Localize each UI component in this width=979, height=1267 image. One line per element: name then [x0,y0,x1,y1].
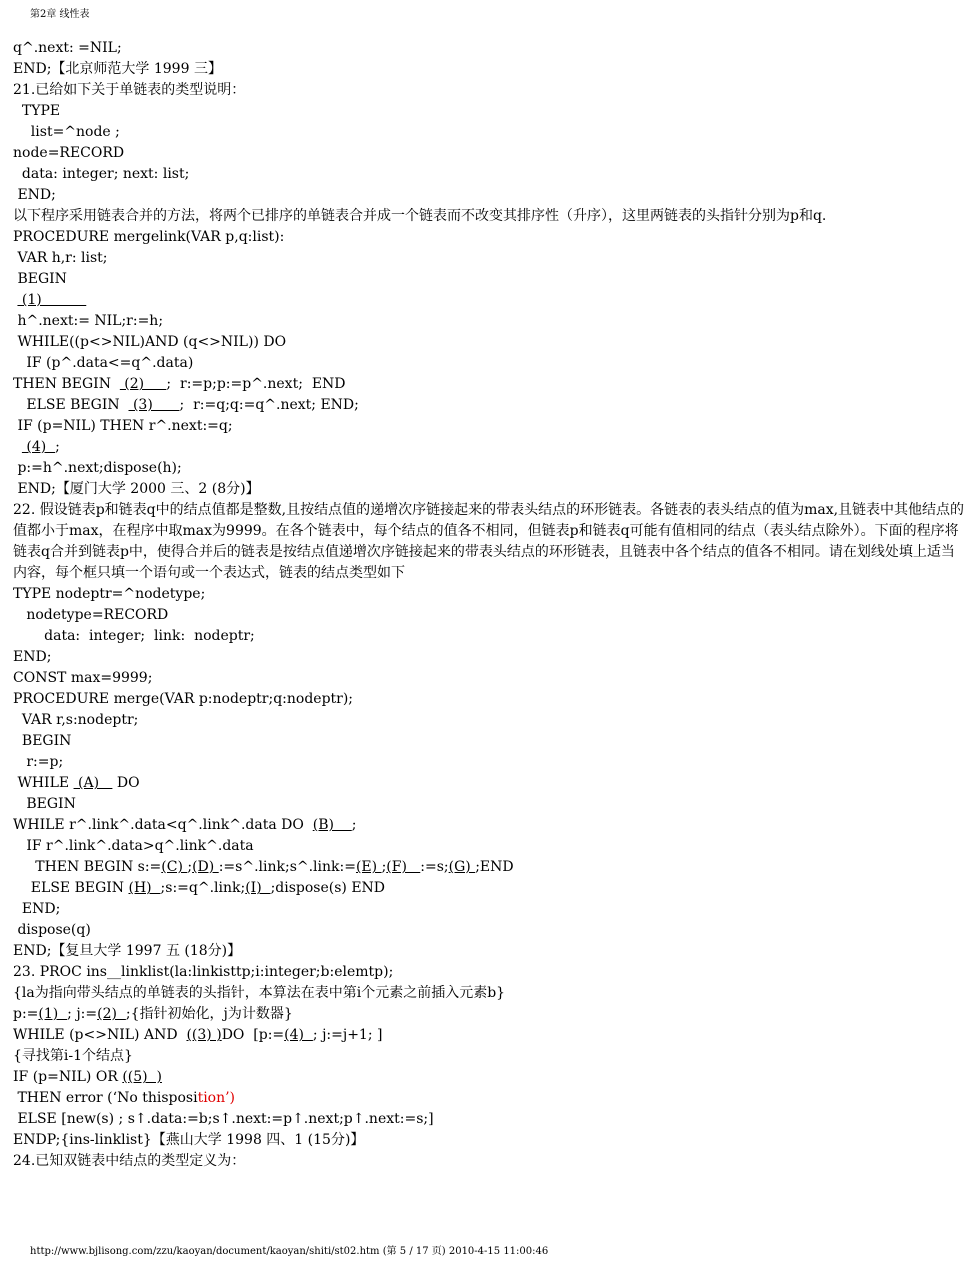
text-segment: 23. PROC ins__linklist(la:linkisttp;i:integer;b:elemtp); [13,964,394,980]
blank-field: (3) [128,397,180,413]
text-segment: ELSE [new(s) ; s↑.data:=b;s↑.next:=p↑.next;p↑.next:=s;] [13,1111,434,1127]
page-footer: http://www.bjlisong.com/zzu/kaoyan/document/kaoyan/shiti/st02.htm (第 5 / 17 页) 2010-4-15 11:00:46 [30,1246,549,1257]
blank-field: (1) [17,292,87,308]
text-line [13,878,968,899]
text-segment: list=^node ; [13,124,120,140]
text-line [13,311,968,332]
text-segment: tion’) [197,1090,236,1106]
text-line [13,374,968,395]
text-line [13,773,968,794]
blank-field: (B) [312,817,352,833]
page-header: 第2章 线性表 [30,9,90,20]
blank-field: (1) [38,1006,68,1022]
text-line [13,752,968,773]
text-segment: ELSE BEGIN [13,880,129,896]
text-segment: 24.已知双链表中结点的类型定义为： [13,1153,246,1169]
text-segment: data: integer; next: list; [13,166,190,182]
text-segment: ;dispose(s) END [270,880,386,896]
text-line [13,836,968,857]
text-segment: ;END [475,859,514,875]
text-segment: 21.已给如下关于单链表的类型说明： [13,82,246,98]
text-line [13,689,968,710]
text-segment: ; j:= [67,1006,98,1022]
text-segment: VAR h,r: list; [13,250,108,266]
text-segment: END; [13,187,56,203]
text-line [13,899,968,920]
text-line [13,248,968,269]
text-segment: DO [112,775,140,791]
text-segment: data: integer; link: nodeptr; [13,628,255,644]
text-segment: VAR r,s:nodeptr; [13,712,139,728]
text-segment: PROCEDURE merge(VAR p:nodeptr;q:nodeptr); [13,691,354,707]
text-line [13,164,968,185]
text-segment: :=s^.link;s^.link:= [218,859,356,875]
text-line [13,668,968,689]
text-line [13,1004,968,1025]
text-segment: BEGIN [13,271,67,287]
text-line [13,794,968,815]
text-line [13,185,968,206]
text-segment: PROCEDURE mergelink(VAR p,q:list): [13,229,285,245]
text-line [13,626,968,647]
text-line [13,38,968,59]
text-segment: ELSE BEGIN [13,397,129,413]
text-line [13,1088,968,1109]
text-segment: {寻找第i-1个结点} [13,1048,133,1064]
text-line [13,269,968,290]
text-line [13,647,968,668]
text-segment: 以下程序采用链表合并的方法，将两个已排序的单链表合并成一个链表而不改变其排序性（升序），这里两链表的头指针分别为p和q. [13,208,827,224]
text-segment: ; [187,859,193,875]
text-segment: THEN error (‘No thisposi [13,1090,198,1106]
text-segment: ; [55,439,60,455]
text-segment: BEGIN [13,733,72,749]
text-segment: BEGIN [13,796,76,812]
text-line [13,962,968,983]
text-line [13,206,968,227]
text-segment: IF (p^.data<=q^.data) [13,355,194,371]
text-line [13,1025,968,1046]
text-segment: p:= [13,1006,39,1022]
text-line [13,395,968,416]
text-segment: ; j:=j+1; ] [312,1027,383,1043]
text-segment: {la为指向带头结点的单链表的头指针，本算法在表中第i个元素之前插入元素b} [13,985,506,1001]
text-segment: END; [13,901,61,917]
blank-field: (I) [245,880,271,896]
text-segment: p:=h^.next;dispose(h); [13,460,182,476]
text-segment: TYPE nodeptr=^nodetype; [13,586,206,602]
text-segment: WHILE((p<>NIL)AND (q<>NIL)) DO [13,334,287,350]
text-line [13,1151,968,1172]
blank-field: (E) [355,859,382,875]
text-line [13,479,968,500]
text-line [13,983,968,1004]
text-segment: ;s:=q^.link; [160,880,246,896]
blank-field: (H) [128,880,161,896]
text-line [13,458,968,479]
text-line [13,584,968,605]
text-segment: node=RECORD [13,145,125,161]
text-segment: END;【北京师范大学 1999 三】 [13,61,222,77]
blank-field: ((5) ) [122,1069,162,1085]
text-segment: r:=p; [13,754,64,770]
text-segment: DO [p:= [221,1027,285,1043]
text-segment: THEN BEGIN [13,376,120,392]
text-segment: ; r:=q;q:=q^.next; END; [179,397,359,413]
text-line [13,122,968,143]
text-line [13,605,968,626]
text-segment: q^.next: =NIL; [13,40,122,56]
text-segment: ENDP;{ins-linklist}【燕山大学 1998 四、1 (15分)】 [13,1132,365,1148]
text-segment: IF (p=NIL) THEN r^.next:=q; [13,418,233,434]
text-segment: THEN BEGIN s:= [13,859,162,875]
text-line [13,59,968,80]
text-line [13,416,968,437]
document-body [13,38,968,1172]
blank-field: (F) [386,859,421,875]
text-segment: END; [13,649,52,665]
blank-field: (4) [284,1027,313,1043]
text-segment: WHILE (p<>NIL) AND [13,1027,187,1043]
text-line [13,227,968,248]
text-segment: h^.next:= NIL;r:=h; [13,313,164,329]
text-line [13,80,968,101]
text-line [13,731,968,752]
text-segment: nodetype=RECORD [13,607,169,623]
blank-field: (C) [161,859,188,875]
text-line [13,437,968,458]
text-line [13,500,968,584]
text-line [13,1130,968,1151]
text-segment: :=s; [420,859,449,875]
text-segment: dispose(q) [13,922,91,938]
text-line [13,1046,968,1067]
text-segment: ; [351,817,357,833]
text-line [13,101,968,122]
blank-field: (2) [119,376,167,392]
text-segment: END;【厦门大学 2000 三、2 (8分)】 [13,481,260,497]
text-segment: CONST max=9999; [13,670,153,686]
text-line [13,941,968,962]
text-line [13,353,968,374]
text-line [13,710,968,731]
text-line [13,332,968,353]
text-line [13,290,968,311]
text-line [13,143,968,164]
text-segment [13,439,22,455]
text-segment: 22. 假设链表p和链表q中的结点值都是整数,且按结点值的递增次序链接起来的带表头结点的环形链表。各链表的表头结点的值为max,且链表中其他结点的值都小于max，在程序中取max为9999。在各个链表中，每个结点的值各不相同，但链表p和链表q可能有值相同的结点（表头结点除外）。下面的程序将链表q合并到链表p中，使得合并后的链表是按结点值递增次序链接起来的带表头结点的环形链表，且链表中各个结点的值各不相同。请在划线处填上适当内容，每个框只填一个语句或一个表达式，链表的结点类型如下 [13,502,965,581]
blank-field: (D) [192,859,219,875]
blank-field: (A) [73,775,113,791]
text-line [13,1109,968,1130]
blank-field: (2) [97,1006,126,1022]
text-segment: IF (p=NIL) OR [13,1069,123,1085]
text-segment: WHILE r^.link^.data<q^.link^.data DO [13,817,313,833]
text-segment: ; [381,859,387,875]
text-line [13,920,968,941]
text-segment: IF r^.link^.data>q^.link^.data [13,838,254,854]
text-segment: ;{指针初始化，j为计数器} [125,1006,293,1022]
text-segment: WHILE [13,775,74,791]
text-segment: END;【复旦大学 1997 五 (18分)】 [13,943,242,959]
text-line [13,1067,968,1088]
blank-field: (4) [21,439,56,455]
text-segment: ; r:=p;p:=p^.next; END [166,376,346,392]
blank-field: ((3) ) [186,1027,222,1043]
blank-field: (G) [448,859,476,875]
text-line [13,857,968,878]
text-line [13,815,968,836]
text-segment: TYPE [13,103,61,119]
